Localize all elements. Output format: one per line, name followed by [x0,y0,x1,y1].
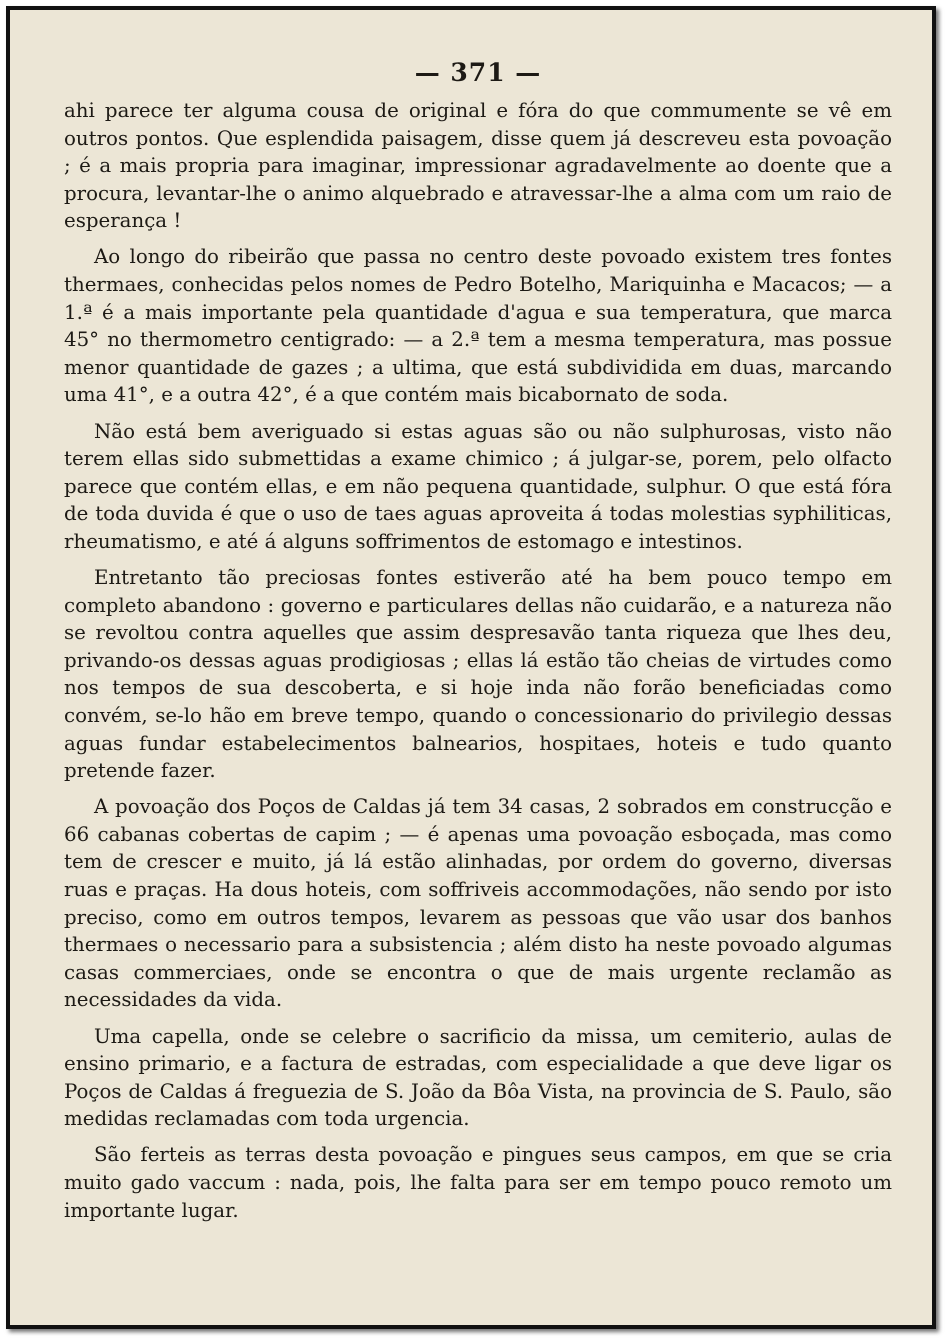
paragraph-7: São ferteis as terras desta povoação e pingues seus campos, em que se cria muito gado vaccum : nada, pois, lhe falta para ser em tempo pouco remoto um importante lugar. [64,1143,892,1222]
paragraph-6: Uma capella, onde se celebre o sacrificio da missa, um cemiterio, aulas de ensino primario, e a factura de estradas, com especialidade a que deve ligar os Poços de Caldas á freguezia de S. João da Bôa Vista, na provincia de S. Paulo, são medidas reclamadas com toda urgencia. [64,1024,892,1131]
document-page [64,58,892,1233]
paragraph-3: Não está bem averiguado si estas aguas são ou não sulphurosas, visto não terem ellas sido submettidas a exame chimico ; á julgar-se, porem, pelo olfacto parece que contém ellas, e em não pequena quantidade, sulphur. O que está fóra de toda duvida é que o uso de taes aguas aproveita á todas molestias syphiliticas, rheumatismo, e até á alguns soffrimentos de estomago e intestinos. [64,419,892,553]
page-frame [6,6,936,1329]
paragraph-1: ahi parece ter alguma cousa de original e fóra do que commumente se vê em outros pontos. Que esplendida paisagem, disse quem já descreveu esta povoação ; é a mais propria para imaginar, impressionar agradavelmente ao doente que a procura, levantar-lhe o animo alquebrado e atravessar-lhe a alma com um raio de esperança ! [64,99,892,233]
page-number: — 371 — [414,58,542,87]
paragraph-4: Entretanto tão preciosas fontes estiverão até ha bem pouco tempo em completo abandono : governo e particulares dellas não cuidarão, e a natureza não se revoltou contra aquelles que assim despresavão tanta riqueza que lhes deu, privando-os dessas aguas prodigiosas ; ellas lá estão tão cheias de virtudes como nos tempos de sua descoberta, e si hoje inda não forão beneficiadas como convém, se-lo hão em breve tempo, quando o concessionario do privilegio dessas aguas fundar estabelecimentos balnearios, hospitaes, hoteis e tudo quanto pretende fazer. [64,566,892,783]
paragraph-5: A povoação dos Poços de Caldas já tem 34 casas, 2 sobrados em construcção e 66 cabanas cobertas de capim ; — é apenas uma povoação esboçada, mas como tem de crescer e muito, já lá estão alinhadas, por ordem do governo, diversas ruas e praças. Ha dous hoteis, com soffriveis accommodações, não sendo por isto preciso, como em outros tempos, levarem as pessoas que vão usar dos banhos thermaes o necessario para a subsistencia ; além disto ha neste povoado algumas casas commerciaes, onde se encontra o que de mais urgente reclamão as necessidades da vida. [64,795,892,1012]
paragraph-2: Ao longo do ribeirão que passa no centro deste povoado existem tres fontes thermaes, conhecidas pelos nomes de Pedro Botelho, Mariquinha e Macacos; — a 1.ª é a mais importante pela quantidade d'agua e sua temperatura, que marca 45° no thermometro centigrado: — a 2.ª tem a mesma temperatura, mas possue menor quantidade de gazes ; a ultima, que está subdividida em duas, marcando uma 41°, e a outra 42°, é a que contém mais bicabornato de soda. [64,245,892,407]
